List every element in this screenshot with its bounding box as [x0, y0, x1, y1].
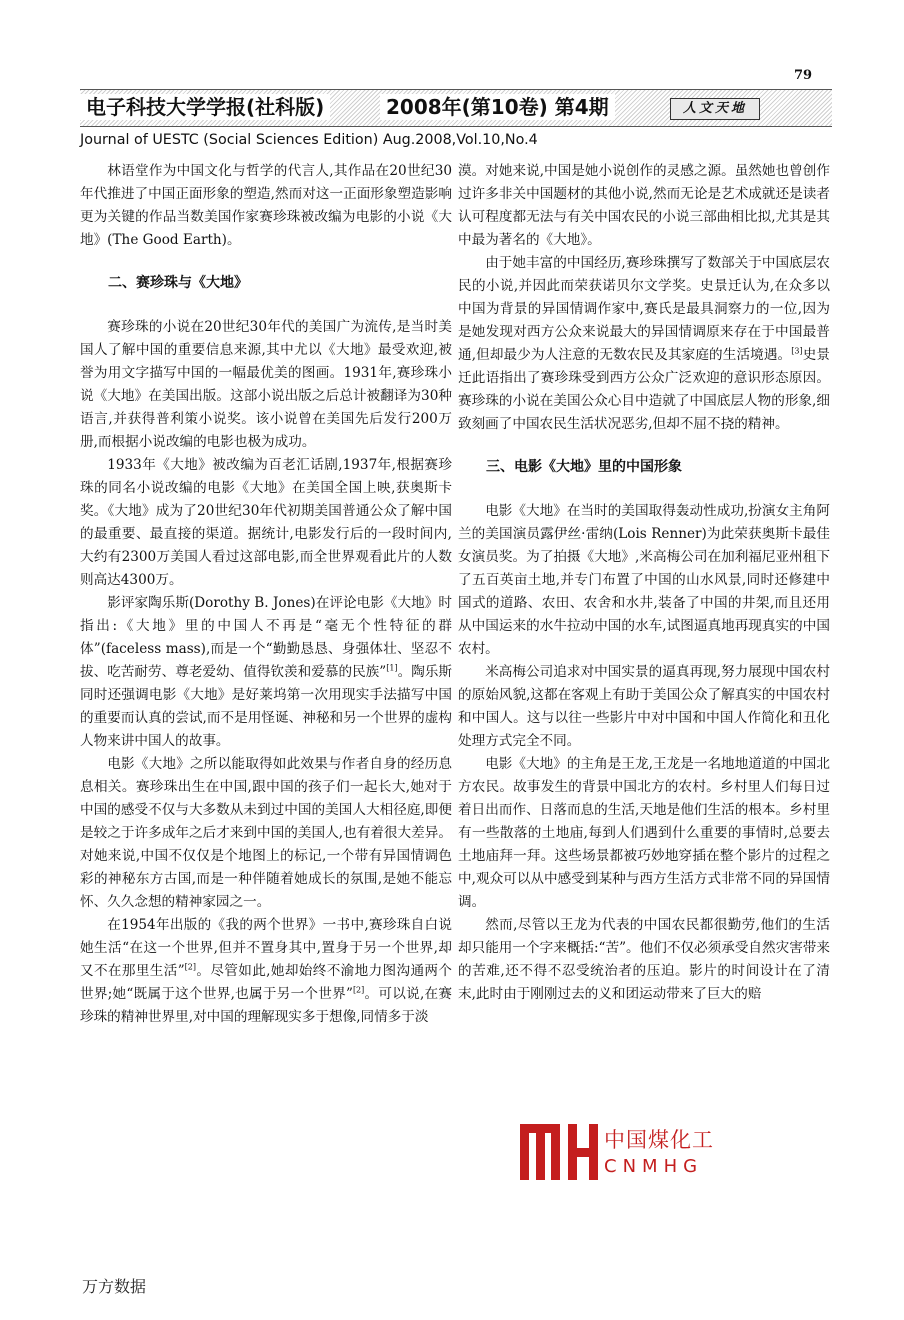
paragraph: 然而,尽管以王龙为代表的中国农民都很勤劳,他们的生活却只能用一个字来概括:“苦”。他们不仅必须承受自然灾害带来的苦难,还不得不忍受统治者的压迫。影片的时间设计在了清末,此时由于刚刚过去的义和团运动带来了巨大的赔 — [458, 917, 830, 1002]
paragraph-text: 。可以说,在赛珍珠的精神世界里,对中国的理解现实多于想像,同情多于淡 — [80, 986, 452, 1025]
paragraph: 电影《大地》的主角是王龙,王龙是一名地地道道的中国北方农民。故事发生的背景中国北方的农村。乡村里人们每日过着日出而作、日落而息的生活,天地是他们生活的根本。乡村里有一些散落的土地庙,每到人们遇到什么重要的事情时,总要去土地庙拜一拜。这些场景都被巧妙地穿插在整个影片的过程之中,观众可以从中感受到某种与西方生活方式非常不同的异国情调。 — [458, 756, 830, 910]
paragraph — [458, 252, 830, 436]
watermark-text-en: CNMHG — [600, 1156, 707, 1177]
paragraph: 电影《大地》之所以能取得如此效果与作者自身的经历息息相关。赛珍珠出生在中国,跟中国的孩子们一起长大,她对于中国的感受不仅与大多数从未到过中国的美国人大相径庭,即便是较之于许多成年之后才来到中国的美国人,也有着很大差异。对她来说,中国不仅仅是个地图上的标记,一个带有异国情调色彩的神秘东方古国,而是一种伴随着她成长的氛围,是她不能忘怀、久久念想的精神家园之一。 — [80, 756, 452, 910]
issue-info-cn: 2008年(第10卷) 第4期 — [380, 94, 615, 120]
paragraph-text: 史景迁此语指出了赛珍珠受到西方公众广泛欢迎的意识形态原因。赛珍珠的小说在美国公众心目中造就了中国底层人物的形象,细致刻画了中国农民生活状况恶劣,但却不屈不挠的精神。 — [458, 347, 830, 432]
paragraph: 1933年《大地》被改编为百老汇话剧,1937年,根据赛珍珠的同名小说改编的电影《大地》在美国全国上映,获奥斯卡奖。《大地》成为了20世纪30年代初期美国普通公众了解中国的最重要、最直接的渠道。据统计,电影发行后的一段时间内,大约有2300万美国人看过这部电影,而全世界观看此片的人数则高达4300万。 — [80, 457, 452, 588]
section-heading: 三、电影《大地》里的中国形象 — [486, 459, 682, 475]
column-tag: 人文天地 — [670, 98, 760, 120]
paragraph: 米高梅公司追求对中国实景的逼真再现,努力展现中国农村的原始风貌,这都在客观上有助于美国公众了解真实的中国农村和中国人。这与以往一些影片中对中国和中国人作简化和丑化处理方式完全不同。 — [458, 664, 830, 749]
paragraph-text: 影评家陶乐斯(Dorothy B. Jones)在评论电影《大地》时指出:《大地》里的中国人不再是“毫无个性特征的群体”(faceless mass),而是一个“勤勤恳恳、身强体壮、坚忍不拔、吃苦耐劳、尊老爱幼、值得钦羡和爱慕的民族” — [80, 595, 452, 680]
citation-ref: [2] — [352, 985, 365, 995]
section-heading: 二、赛珍珠与《大地》 — [108, 275, 248, 291]
paragraph — [80, 914, 452, 1029]
citation-ref: [2] — [184, 962, 197, 972]
journal-title-en: Journal of UESTC (Social Sciences Edition) Aug.2008,Vol.10,No.4 — [80, 132, 538, 148]
journal-header-band — [80, 89, 832, 127]
paragraph-text: 。陶乐斯同时还强调电影《大地》是好莱坞第一次用现实手法描写中国的重要而认真的尝试,而不是用怪诞、神秘和另一个世界的虚构人物来讲中国人的故事。 — [80, 664, 453, 749]
paragraph: 漠。对她来说,中国是她小说创作的灵感之源。虽然她也曾创作过许多非关中国题材的其他小说,然而无论是艺术成就还是读者认可程度都无法与有关中国农民的小说三部曲相比拟,尤其是其中最为著名的《大地》。 — [458, 163, 830, 248]
watermark-logo-icon — [518, 1120, 602, 1184]
watermark-text-cn: 中国煤化工 — [600, 1124, 718, 1154]
journal-title-cn: 电子科技大学学报(社科版) — [80, 94, 330, 120]
citation-ref: [1] — [386, 663, 398, 673]
watermark — [518, 1118, 838, 1186]
left-column — [80, 160, 452, 1029]
footer-source: 万方数据 — [82, 1277, 147, 1296]
paragraph-text: 在1954年出版的《我的两个世界》一书中,赛珍珠自白说她生活“在这一个世界,但并不置身其中,置身于另一个世界,却又不在那里生活” — [80, 917, 452, 979]
paragraph-text: 由于她丰富的中国经历,赛珍珠撰写了数部关于中国底层农民的小说,并因此而荣获诺贝尔文学奖。史景迁认为,在众多以中国为背景的异国情调作家中,赛氏是最具洞察力的一位,因为是她发现对西方公众来说最大的异国情调原来存在于中国最普通,但却最少为人注意的无数农民及其家庭的生活境遇。 — [458, 255, 830, 363]
paragraph: 赛珍珠的小说在20世纪30年代的美国广为流传,是当时美国人了解中国的重要信息来源,其中尤以《大地》最受欢迎,被誉为用文字描写中国的一幅最优美的图画。1931年,赛珍珠小说《大地》在美国出版。这部小说出版之后总计被翻译为30种语言,并获得普利策小说奖。该小说曾在美国先后发行200万册,而根据小说改编的电影也极为成功。 — [80, 319, 452, 450]
paragraph-text: 。尽管如此,她却始终不渝地力图沟通两个世界;她“既属于这个世界,也属于另一个世界” — [80, 963, 452, 1002]
citation-ref: [3] — [791, 346, 803, 356]
right-column — [458, 160, 830, 1006]
paragraph — [80, 592, 452, 753]
paragraph: 电影《大地》在当时的美国取得轰动性成功,扮演女主角阿兰的美国演员露伊丝·雷纳(Lois Renner)为此荣获奥斯卡最佳女演员奖。为了拍摄《大地》,米高梅公司在加利福尼亚州租下了五百英亩土地,并专门布置了中国的山水风景,同时还修建中国式的道路、农田、农舍和水井,装备了中国的井架,而且还用从中国运来的水牛拉动中国的水车,试图逼真地再现真实的中国农村。 — [458, 503, 830, 657]
page-number: 79 — [794, 68, 813, 83]
paragraph: 林语堂作为中国文化与哲学的代言人,其作品在20世纪30年代推进了中国正面形象的塑造,然而对这一正面形象塑造影响更为关键的作品当数美国作家赛珍珠被改编为电影的小说《大地》(The Good Earth)。 — [80, 163, 452, 248]
